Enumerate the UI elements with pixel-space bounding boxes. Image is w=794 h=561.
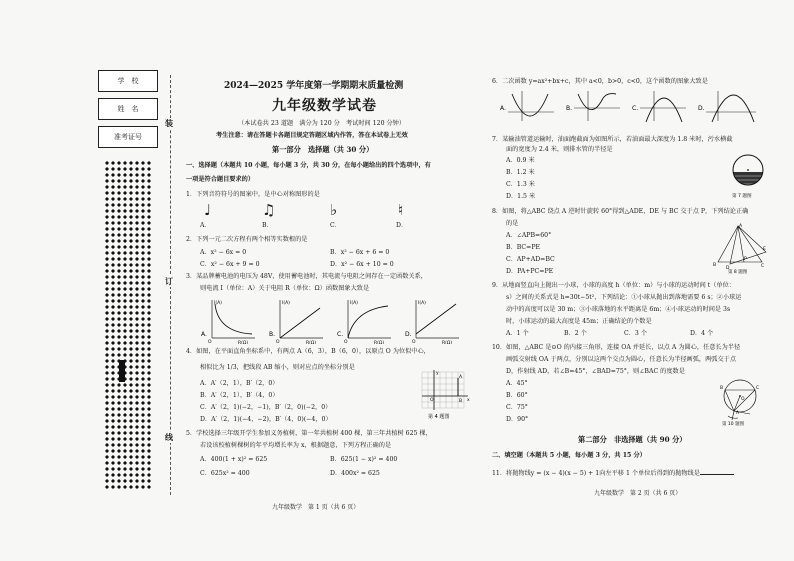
- exam-number-field[interactable]: [98, 126, 158, 148]
- q3-graph-c: [337, 300, 391, 344]
- q10-opt-b: B．60°: [506, 392, 528, 399]
- q10-opt-d: D．90°: [506, 416, 529, 423]
- q1-label-d: D．: [396, 222, 408, 229]
- school-label: 学 校: [117, 77, 139, 85]
- q10-figure: [714, 376, 768, 426]
- part1-instruction-line1: 一、选择题（本题共 10 小题，每小题 3 分，共 30 分，在每小题给出的四个选项中，有: [186, 162, 431, 169]
- q6-graphs: [500, 88, 760, 124]
- q8-opt-c: C．AP+AD=BC: [506, 256, 555, 263]
- school-field[interactable]: [98, 70, 158, 92]
- q8-stem-line2: 的是: [506, 220, 519, 227]
- q10-line1: 10．如图，△ABC 是⊙O 的内接三角形，连接 OA 并延长，以点 A 为圆心，任意长为半径: [492, 344, 741, 351]
- q8-opt-b: B．BC=PE: [506, 244, 540, 251]
- q10-fig-caption: 第 10 题图: [722, 422, 745, 426]
- q5-stem-line1: 5．学校选择三年级开学生参加义务植树，第一年共植树 400 棵，第三年共植树 625 棵，: [186, 430, 432, 437]
- part1-instruction-line2: 一项是符合题目要求的）: [186, 176, 255, 183]
- svg-text:D.: D.: [698, 105, 705, 112]
- binding-seal-pattern: [104, 160, 152, 490]
- q3-stem-line1: 3．某品牌蓄电池的电压为 48V，使用蓄电池时，其电流与电阻之间存在一定函数关系，: [186, 273, 427, 280]
- q11-stem: [492, 467, 734, 478]
- svg-text:C.: C.: [632, 105, 639, 112]
- q4-opt-a: A．A′（2，1），B′（2，0）: [200, 380, 279, 387]
- q3-stem-line2: 则电流 I（单位：A）关于电阻 R（单位：Ω）函数图象大致是: [200, 285, 370, 292]
- q3-c-xlabel: R(Ω): [374, 341, 385, 344]
- q5-opt-a: A．400(1 + x)² = 625: [200, 456, 268, 463]
- q8-fig-a: A: [739, 224, 743, 229]
- q4-stem-line1: 4．如图，在平面直角坐标系中，有两点 A（6，3），B（6，0），以原点 O 为位似中心，: [186, 348, 430, 355]
- q4-figure: [418, 368, 472, 420]
- q11-text: 11．将抛物线y = (x − 4)(x − 5) + 1向左平移 1 个单位后得到的抛物线是: [492, 470, 700, 477]
- q9-opt-b: B．2 个: [564, 330, 587, 337]
- q5-opt-c: C．625x² = 400: [200, 470, 250, 477]
- q7-opt-d: D．1.5 米: [506, 193, 536, 200]
- q7-opt-b: B．1.2 米: [506, 169, 535, 176]
- q5-opt-d: D．400x² = 625: [330, 470, 380, 477]
- q9-line1: 9．从地面竖直向上抛出一小球，小球的高度 h（单位：m）与小球的运动时间 t（单位：: [492, 282, 735, 289]
- q6-graph-a: [500, 91, 554, 121]
- q2-opt-c: C．x² − 6x + 9 = 0: [200, 261, 260, 268]
- q8-fig-e: E: [763, 247, 766, 252]
- q8-fig-c: C: [761, 264, 765, 269]
- q4-fig-caption: 第 4 题图: [428, 414, 450, 420]
- q1-label-b: B．: [262, 222, 273, 229]
- q3-c-origin: O: [344, 340, 348, 344]
- q6-stem: 6．二次函数 y=ax²+bx+c，其中 a<0，b>0，c<0，这个函数的图象大致是: [492, 78, 708, 85]
- svg-text:B.: B.: [566, 105, 573, 112]
- q8-fig-d: D: [726, 266, 730, 271]
- q6-graph-b: [566, 91, 620, 121]
- svg-text:A.: A.: [500, 105, 506, 112]
- q1-symbol-b: ♫: [262, 201, 276, 219]
- seal-char-ding: 订: [165, 276, 173, 286]
- exam-year-title: 2024—2025 学年度第一学期期末质量检测: [224, 81, 404, 91]
- q8-fig-p: P: [744, 257, 747, 262]
- q7-opt-c: C．1.3 米: [506, 181, 535, 188]
- q1-symbol-a: ♩: [204, 201, 212, 219]
- q10-fig-c: C: [756, 386, 760, 391]
- q3-b-origin: O: [276, 340, 280, 344]
- seal-char-xian: 线: [165, 432, 173, 442]
- q5-stem-line2: 若设该校植树棵树的年平均增长率为 x，根据题意，下列方程正确的是: [200, 442, 392, 449]
- q3-graph-a: [201, 300, 255, 344]
- q1-stem: 1．下列音符符号的图案中，是中心对称图形的是: [186, 191, 320, 198]
- footer-left: 九年级数学 第 1 页（共 6 页）: [272, 504, 360, 511]
- seal-char-zhuang: 装: [165, 118, 173, 128]
- q1-label-a: A．: [200, 222, 211, 229]
- q4-opt-b: B．A′（2，1），B′（4，0）: [200, 392, 279, 399]
- q8-fig-b: B: [713, 263, 717, 268]
- q3-graphs: [200, 296, 460, 344]
- part1-heading: 第一部分 选择题（共 30 分）: [272, 145, 374, 154]
- q7-figure: [728, 150, 768, 200]
- q1-label-c: C．: [330, 222, 341, 229]
- footer-right: 九年级数学 第 2 页（共 6 页）: [594, 490, 682, 497]
- q9-opt-c: C．3 个: [624, 330, 648, 337]
- q3-a-letter: A.: [201, 331, 207, 338]
- q3-a-ylabel: I(A): [214, 301, 222, 306]
- q3-b-ylabel: I(A): [282, 301, 290, 306]
- q10-opt-c: C．75°: [506, 404, 528, 411]
- q4-fig-b: B: [459, 399, 463, 404]
- q3-d-ylabel: I(A): [418, 301, 426, 306]
- fill-section-heading: 二、填空题（本题共 5 小题，每小题 3 分，共 15 分）: [492, 452, 646, 459]
- exam-info: （本试卷共 23 道题 满分为 120 分 考试时间 120 分钟）: [238, 120, 406, 127]
- q3-a-xlabel: R(Ω): [238, 341, 249, 344]
- q6-graph-d: [698, 91, 756, 122]
- q4-fig-x: x: [467, 398, 470, 403]
- q7-fig-caption: 第 7 题图: [732, 194, 752, 199]
- q2-opt-b: B．x² − 6x + 6 = 0: [330, 249, 390, 256]
- q4-fig-y: y: [436, 371, 439, 376]
- q3-graph-b: [269, 300, 323, 344]
- q4-fig-o: O: [430, 398, 434, 403]
- q6-graph-c: [632, 91, 686, 122]
- q11-answer-blank[interactable]: [700, 467, 734, 475]
- q4-stem-line2: 相似比为 1/3，把线段 AB 缩小，则对应点的坐标分别是: [200, 364, 355, 371]
- exam-number-label: 准考证号: [114, 133, 142, 141]
- q3-d-xlabel: R(Ω): [442, 341, 453, 344]
- part2-heading: 第二部分 非选择题（共 90 分）: [578, 435, 687, 444]
- q8-figure: [712, 222, 768, 274]
- q3-b-letter: B.: [269, 331, 276, 338]
- q10-fig-a: A: [736, 411, 740, 416]
- q2-opt-a: A．x² − 6x = 0: [200, 249, 247, 256]
- name-label: 姓 名: [117, 105, 139, 113]
- q7-stem-line1: 7．某输油管道运输时，油面跑截面为如图所示，若油面最大深度为 1.8 米时，污水横截: [492, 136, 733, 143]
- q8-stem-line1: 8．如图，将△ABC 绕点 A 逆时针旋转 60°得到△ADE，DE 与 BC 交于点 P，下列结论正确: [492, 208, 749, 215]
- q9-line3: 动中的高度可以是 30 m；③小球落地的水平距离是 6m；④小球运动的时间是 3s: [506, 306, 731, 313]
- q3-a-origin: O: [208, 340, 212, 344]
- q4-fig-a: A: [459, 375, 463, 380]
- q3-b-xlabel: R(Ω): [306, 341, 317, 344]
- q10-line2: 画弧交射线 OA 于两点，分别以这两个交点为圆心，任意长为半径画弧，两弧交于点: [506, 356, 737, 363]
- registration-mark: [119, 360, 125, 382]
- exam-notice: 考生注意：请在答题卡各题目规定答题区域内作答，答在本试卷上无效: [216, 132, 408, 139]
- q9-opt-d: D．4 个: [690, 330, 714, 337]
- q8-opt-a: A．∠APB=60°: [506, 232, 552, 239]
- q1-symbol-c: ♭: [330, 201, 338, 219]
- q5-opt-b: B．625(1 − x)² = 400: [330, 456, 398, 463]
- q8-fig-caption: 第 8 题图: [728, 270, 748, 274]
- q10-line3: D，作射线 AD，若∠B=45°，∠BAD=75°，则∠BAC 的度数是: [506, 368, 685, 375]
- q3-graph-d: [405, 300, 459, 344]
- q9-line2: s）之间的关系式是 h=30t−5t²，下列结论：①小球从抛出到落地需要 6 s；②小球运: [506, 294, 742, 301]
- q7-stem-line2: 面的宽度为 2.4 米，则排水管的半径是: [506, 146, 613, 153]
- q8-opt-d: D．PA+PC=PE: [506, 268, 554, 275]
- q3-c-letter: C.: [337, 331, 344, 338]
- q10-opt-a: A．45°: [506, 380, 528, 387]
- q2-stem: 2．下列一元二次方程有两个相等实数根的是: [186, 236, 308, 243]
- q4-opt-c: C．A′（2，1)(−2，−1)，B′（2，0)(−2，0）: [200, 404, 332, 411]
- q10-fig-o: O: [741, 397, 745, 402]
- q9-opt-a: A．1 个: [506, 330, 529, 337]
- q7-opt-a: A．0.9 米: [506, 157, 535, 164]
- q9-line4: 时，小球运动的最大高度是 45m；正确结论的个数是: [506, 318, 652, 325]
- binding-info-boxes: [98, 70, 158, 150]
- q3-d-letter: D.: [405, 331, 412, 338]
- q4-opt-d: D．A′（2，1)(−4，−2)，B′（4，0)(−4，0）: [200, 416, 332, 423]
- exam-main-title: 九年级数学试卷: [272, 98, 377, 114]
- q2-opt-d: D．x² − 6x + 10 = 0: [330, 261, 394, 268]
- q3-c-ylabel: I(A): [350, 301, 358, 306]
- q3-d-origin: O: [412, 340, 416, 344]
- name-field[interactable]: [98, 98, 158, 120]
- q10-fig-b: B: [720, 386, 724, 391]
- q1-symbol-d: ♮: [398, 201, 404, 219]
